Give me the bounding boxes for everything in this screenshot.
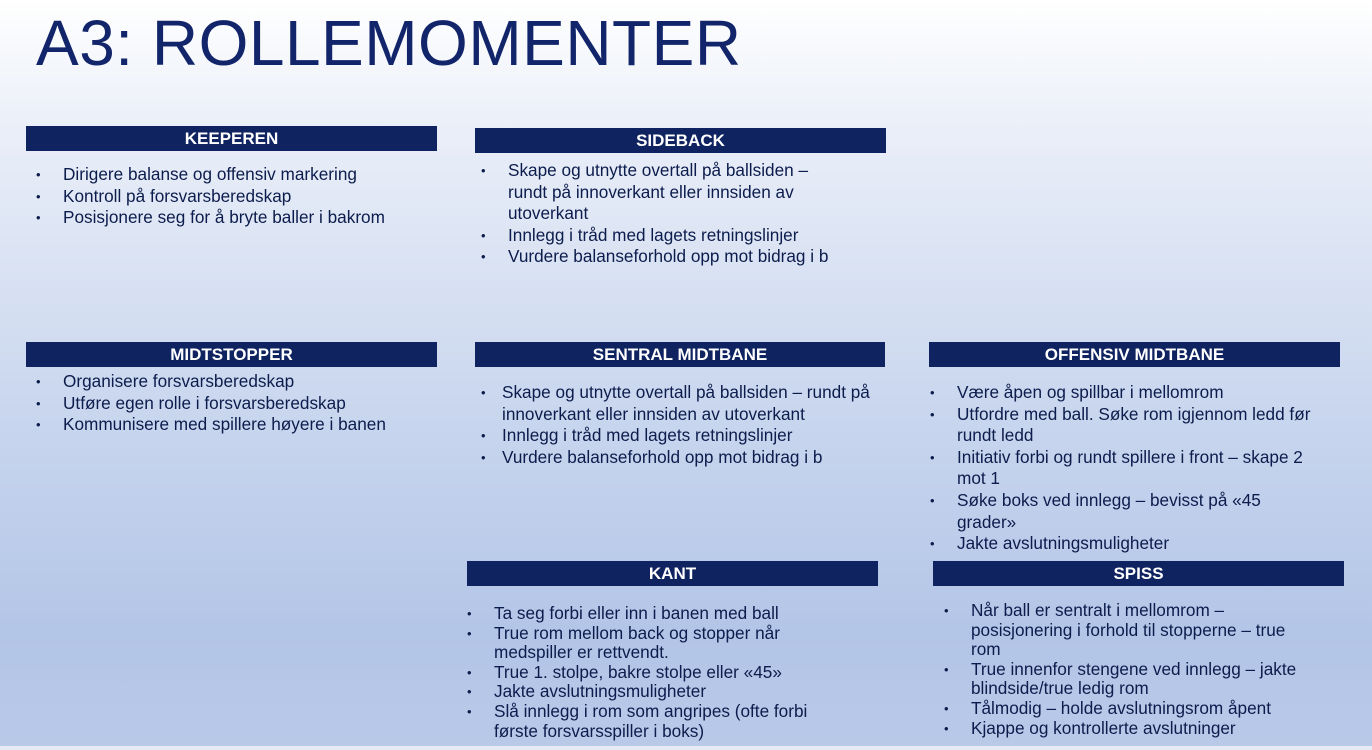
- list-item: • Skape og utnytte overtall på ballsiden – rundt på innoverkant eller innsiden av utoverkant: [481, 382, 876, 425]
- list-item: • Slå innlegg i rom som angripes (ofte forbi første forsvarsspiller i boks): [467, 702, 832, 741]
- offensiv-midtbane-list: [930, 382, 1322, 555]
- slide-bottom-edge: [0, 746, 1372, 750]
- list-item: • Skape og utnytte overtall på ballsiden – rundt på innoverkant eller innsiden av utoverkant: [481, 160, 836, 225]
- midtstopper-list: [36, 371, 436, 436]
- keeperen-list: [36, 164, 436, 229]
- list-item: • Jakte avslutningsmuligheter: [467, 682, 832, 702]
- list-item: • Utfordre med ball. Søke rom igjennom ledd før rundt ledd: [930, 404, 1322, 447]
- list-item: • Ta seg forbi eller inn i banen med ball: [467, 604, 832, 624]
- list-item: • Kontroll på forsvarsberedskap: [36, 186, 436, 208]
- section-header-offensiv-midtbane: OFFENSIV MIDTBANE: [929, 342, 1340, 367]
- list-item: • Kjappe og kontrollerte avslutninger: [944, 719, 1319, 739]
- list-item: • True innenfor stengene ved innlegg – jakte blindside/true ledig rom: [944, 660, 1319, 699]
- spiss-list: [944, 601, 1319, 738]
- sentral-midtbane-list: [481, 382, 876, 468]
- list-item: • Når ball er sentralt i mellomrom – posisjonering i forhold til stopperne – true rom: [944, 601, 1319, 660]
- list-item: • Kommunisere med spillere høyere i banen: [36, 414, 436, 436]
- list-item: • Være åpen og spillbar i mellomrom: [930, 382, 1322, 404]
- list-item: • Vurdere balanseforhold opp mot bidrag i b: [481, 447, 876, 469]
- kant-list: [467, 604, 832, 741]
- section-header-keeperen: KEEPEREN: [26, 126, 437, 151]
- sideback-list: [481, 160, 836, 268]
- list-item: • Søke boks ved innlegg – bevisst på «45 grader»: [930, 490, 1322, 533]
- list-item: • Initiativ forbi og rundt spillere i front – skape 2 mot 1: [930, 447, 1322, 490]
- list-item: • True rom mellom back og stopper når medspiller er rettvendt.: [467, 624, 832, 663]
- list-item: • Organisere forsvarsberedskap: [36, 371, 436, 393]
- section-header-sentral-midtbane: SENTRAL MIDTBANE: [475, 342, 885, 367]
- section-header-midtstopper: MIDTSTOPPER: [26, 342, 437, 367]
- list-item: • Posisjonere seg for å bryte baller i bakrom: [36, 207, 436, 229]
- list-item: • Innlegg i tråd med lagets retningslinjer: [481, 425, 876, 447]
- section-header-sideback: SIDEBACK: [475, 128, 886, 153]
- list-item: • Tålmodig – holde avslutningsrom åpent: [944, 699, 1319, 719]
- list-item: • Jakte avslutningsmuligheter: [930, 533, 1322, 555]
- list-item: • Innlegg i tråd med lagets retningslinjer: [481, 225, 836, 247]
- list-item: • Vurdere balanseforhold opp mot bidrag i b: [481, 246, 836, 268]
- list-item: • True 1. stolpe, bakre stolpe eller «45»: [467, 663, 832, 683]
- slide-title: A3: ROLLEMOMENTER: [36, 7, 742, 79]
- section-header-spiss: SPISS: [933, 561, 1344, 586]
- section-header-kant: KANT: [467, 561, 878, 586]
- list-item: • Utføre egen rolle i forsvarsberedskap: [36, 393, 436, 415]
- list-item: • Dirigere balanse og offensiv markering: [36, 164, 436, 186]
